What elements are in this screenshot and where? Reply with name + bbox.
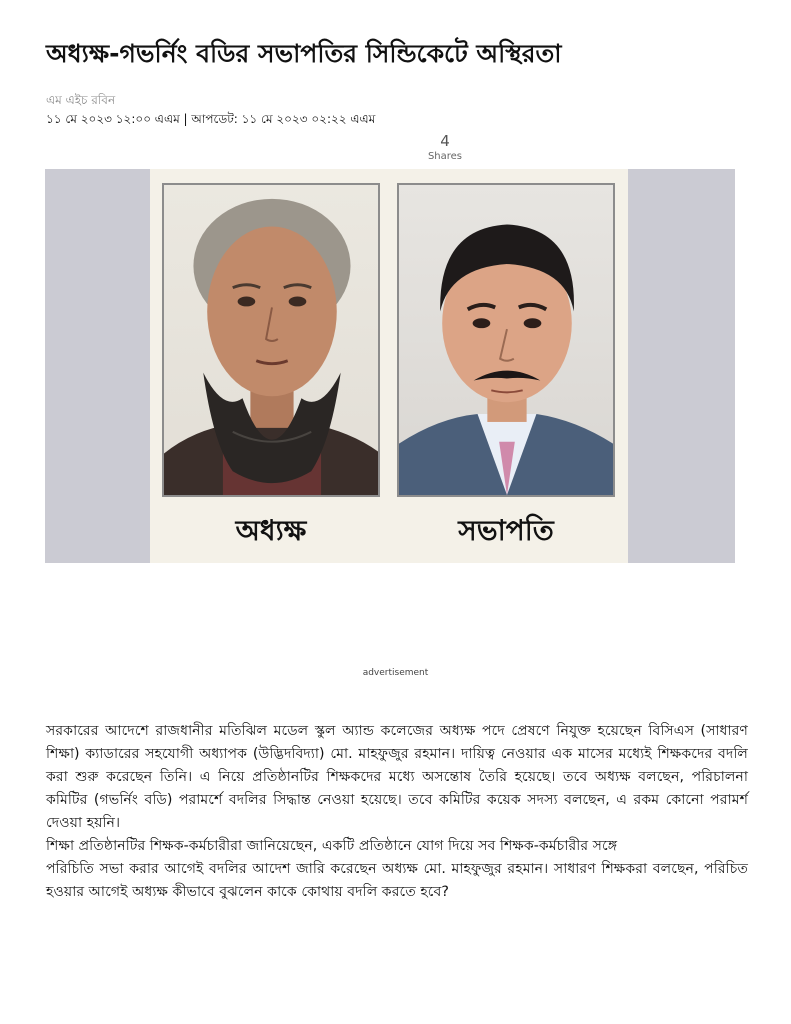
share-counter[interactable] — [395, 134, 495, 162]
article-body — [46, 720, 748, 904]
chairman-portrait — [397, 183, 615, 497]
article-paragraph: সরকারের আদেশে রাজধানীর মতিঝিল মডেল স্কুল অ্যান্ড কলেজের অধ্যক্ষ পদে প্রেষণে নিযুক্ত হয়েছেন বিসিএস (সাধারণ শিক্ষা) ক্যাডারের সহযোগী অধ্যাপক (উদ্ভিদবিদ্যা) মো. মাহফুজুর রহমান। দায়িত্ব নেওয়ার এক মাসের মধ্যেই শিক্ষকদের বদলি করা শুরু করেছেন তিনি। এ নিয়ে প্রতিষ্ঠানটির শিক্ষকদের মধ্যে অসন্তোষ তৈরি হয়েছে। তবে অধ্যক্ষ বলছেন, পরিচালনা কমিটির (গভর্নিং বডি) পরামর্শে বদলির সিদ্ধান্ত নেওয়া হয়েছে। তবে কমিটির কয়েক সদস্য বলছেন, এ রকম কোনো পরামর্শ দেওয়া হয়নি। — [46, 723, 748, 831]
photo-card — [150, 169, 628, 563]
principal-caption: অধ্যক্ষ — [235, 514, 307, 547]
author-link[interactable]: এম এইচ রবিন — [46, 93, 116, 107]
chairman-portrait-image — [399, 185, 613, 495]
article-paragraph: শিক্ষা প্রতিষ্ঠানটির শিক্ষক-কর্মচারীরা জানিয়েছেন, একটি প্রতিষ্ঠানে যোগ দিয়ে সব শিক্ষক-কর্মচারীর সঙ্গে — [46, 838, 618, 854]
advertisement-label: advertisement — [362, 668, 429, 678]
chairman-caption: সভাপতি — [458, 514, 554, 547]
principal-portrait-image — [164, 185, 378, 495]
principal-portrait — [162, 183, 380, 497]
share-label: Shares — [427, 151, 463, 162]
article-headline: অধ্যক্ষ-গভর্নিং বডির সভাপতির সিন্ডিকেটে অস্থিরতা — [46, 39, 562, 68]
publish-dateline: ১১ মে ২০২৩ ১২:০০ এএম | আপডেট: ১১ মে ২০২৩ ০২:২২ এএম — [46, 112, 376, 126]
share-count: 4 — [440, 132, 450, 150]
lead-photo — [45, 169, 735, 563]
article-paragraph: পরিচিতি সভা করার আগেই বদলির আদেশ জারি করেছেন অধ্যক্ষ মো. মাহফুজুর রহমান। সাধারণ শিক্ষকরা বলছেন, পরিচিত হওয়ার আগেই অধ্যক্ষ কীভাবে বুঝলেন কাকে কোথায় বদলি করতে হবে? — [46, 861, 748, 900]
